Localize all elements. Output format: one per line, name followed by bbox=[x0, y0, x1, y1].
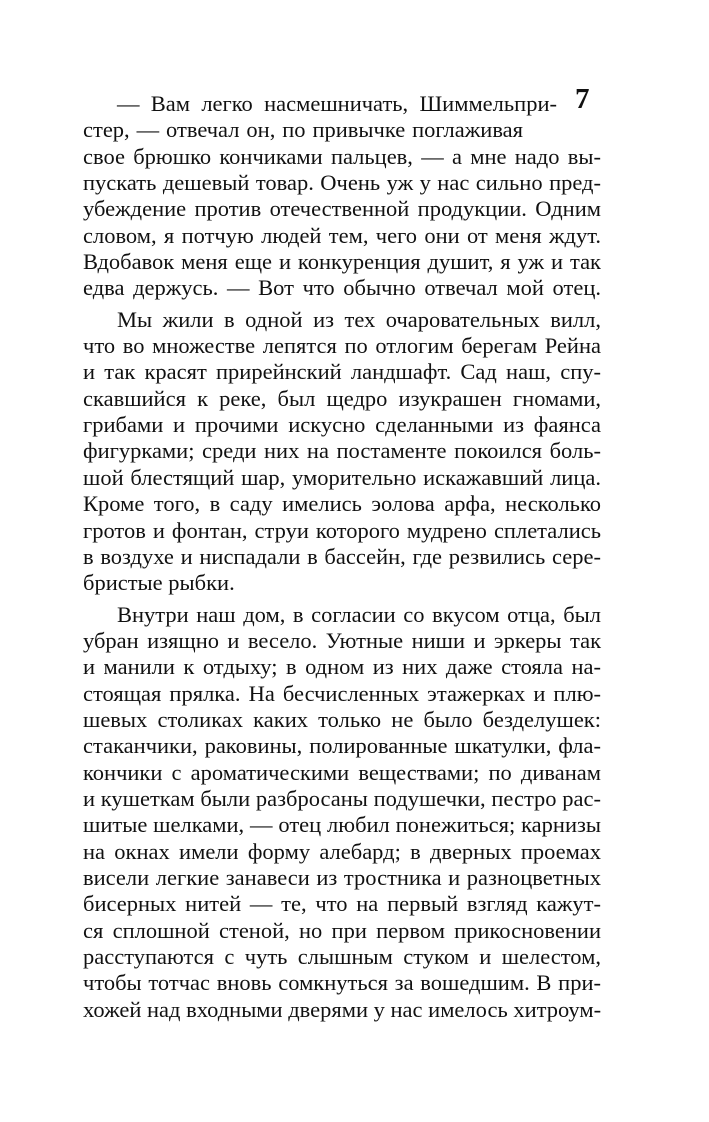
page-number: 7 bbox=[575, 83, 590, 115]
text-line: убеждение против отечественной продукции. Одним bbox=[83, 196, 601, 222]
text-line: стоящая прялка. На бесчисленных этажерках и плю- bbox=[83, 680, 601, 706]
text-line: — Вам легко насмешничать, Шиммельпри- bbox=[117, 91, 557, 116]
text-line: скавшийся к реке, был щедро изукрашен гномами, bbox=[83, 385, 601, 411]
text-line: хожей над входными дверями у нас имелось хитроум- bbox=[83, 996, 602, 1022]
text-line: гротов и фонтан, струи которого мудрено сплетались bbox=[83, 517, 601, 543]
paragraph-1 bbox=[83, 91, 601, 302]
text-line: словом, я потчую людей тем, чего они от меня ждут. bbox=[83, 222, 601, 248]
text-line: шитые шелками, — отец любил понежиться; карнизы bbox=[83, 812, 601, 838]
text-line: убран изящно и весело. Уютные ниши и эркеры так bbox=[83, 627, 601, 653]
text-line: ся сплошной стеной, но при первом прикосновении bbox=[83, 917, 601, 943]
text-line: в воздухе и ниспадали в бассейн, где резвились сере- bbox=[83, 543, 601, 569]
text-line: пускать дешевый товар. Очень уж у нас сильно пред- bbox=[83, 170, 601, 196]
paragraph-3 bbox=[83, 602, 601, 1024]
text-line: фигурками; среди них на постаменте покоился боль- bbox=[83, 438, 601, 464]
text-line: грибами и прочими искусно сделанными из фаянса bbox=[83, 412, 601, 438]
text-line: Вдобавок меня еще и конкуренция душит, я уж и так bbox=[83, 249, 601, 275]
text-line: что во множестве лепятся по отлогим берегам Рейна bbox=[83, 333, 601, 359]
text-line: бисерных нитей — те, что на первый взгляд кажут- bbox=[83, 891, 601, 917]
text-line: висели легкие занавеси из тростника и разноцветных bbox=[83, 864, 601, 890]
text-line: бристые рыбки. bbox=[83, 570, 235, 596]
paragraph-2 bbox=[83, 307, 601, 597]
text-line: шой блестящий шар, уморительно искажавший лица. bbox=[83, 464, 601, 490]
text-line: Внутри наш дом, в согласии со вкусом отца, был bbox=[117, 601, 601, 627]
text-line: стер, — отвечал он, по привычке поглаживая bbox=[83, 117, 523, 143]
text-line: стаканчики, раковины, полированные шкатулки, фла- bbox=[83, 733, 601, 759]
text-line: и так красят прирейнский ландшафт. Сад наш, спу- bbox=[83, 359, 601, 385]
text-line: и манили к отдыху; в одном из них даже стояла на- bbox=[83, 654, 601, 680]
text-line: кончики с ароматическими веществами; по диванам bbox=[83, 759, 601, 785]
text-line: на окнах имели форму алебард; в дверных проемах bbox=[83, 838, 601, 864]
text-line: расступаются с чуть слышным стуком и шелестом, bbox=[83, 944, 601, 969]
text-line: Мы жили в одной из тех очаровательных вилл, bbox=[117, 306, 601, 332]
text-line: Кроме того, в саду имелись эолова арфа, несколько bbox=[83, 491, 601, 517]
text-line: чтобы тотчас вновь сомкнуться за вошедшим. В при- bbox=[83, 970, 601, 996]
body-text bbox=[83, 91, 601, 1023]
text-line: шевых столиках каких только не было безделушек: bbox=[83, 706, 601, 732]
text-line: свое брюшко кончиками пальцев, — а мне надо вы- bbox=[83, 143, 601, 169]
text-line: и кушеткам были разбросаны подушечки, пестро рас- bbox=[83, 785, 601, 811]
text-line: едва держусь. — Вот что обычно отвечал мой отец. bbox=[83, 275, 601, 301]
